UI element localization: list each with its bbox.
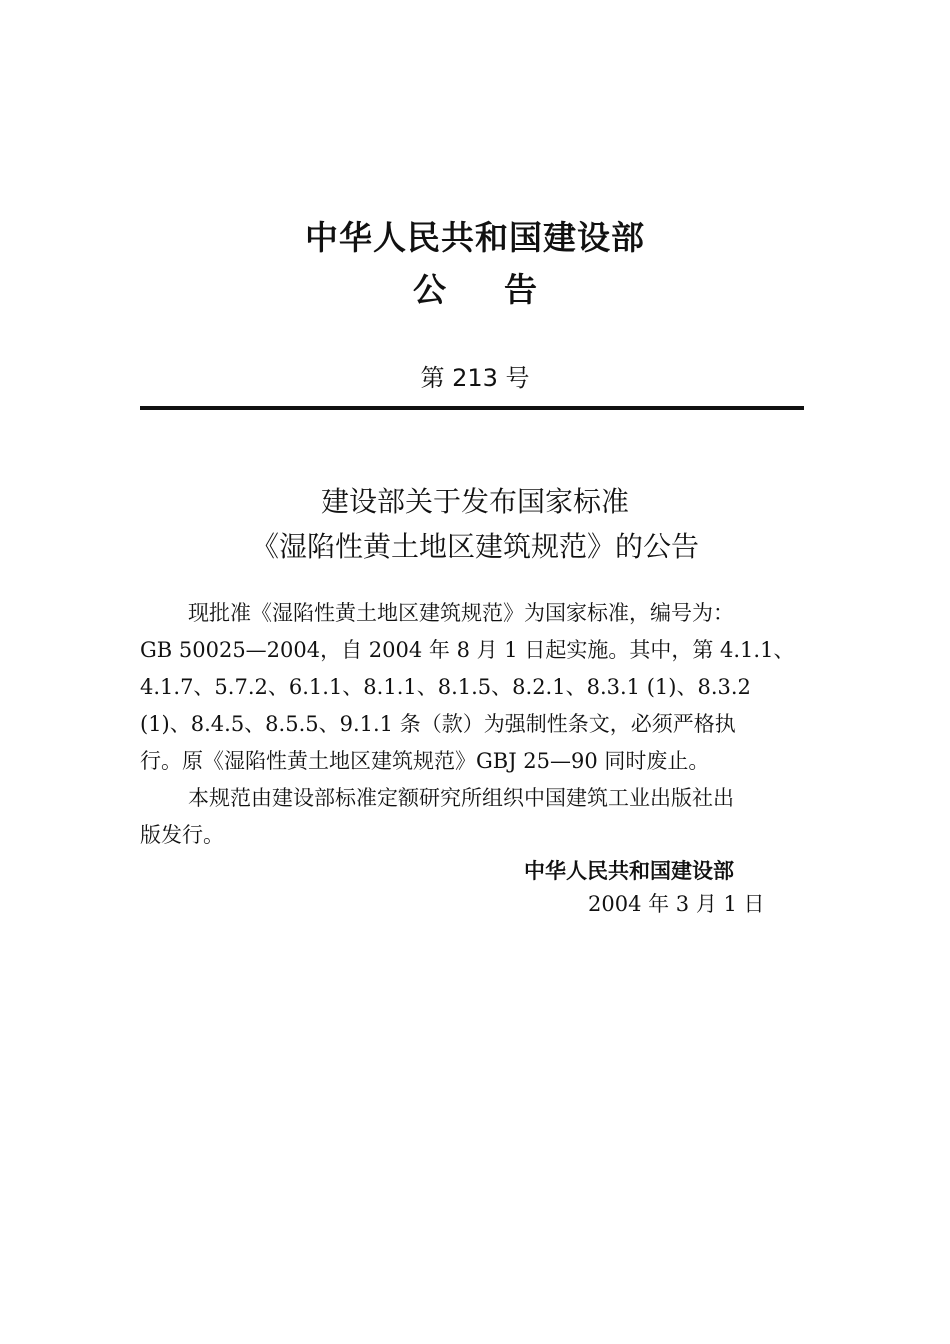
issue-number: 第 213 号 [420, 364, 530, 392]
announcement-char-2: 告 [504, 270, 537, 309]
signature-date: 2004 年 3 月 1 日 [588, 892, 765, 916]
announcement-heading [0, 264, 950, 311]
announcement-char-1: 公 [413, 270, 446, 309]
body-line: 现批准《湿陷性黄土地区建筑规范》为国家标准，编号为： [188, 601, 734, 625]
signature-issuer: 中华人民共和国建设部 [524, 859, 734, 883]
body-line: GB 50025—2004，自 2004 年 8 月 1 日起实施。其中，第 4.1.1、 [140, 638, 795, 662]
body-line: 本规范由建设部标准定额研究所组织中国建筑工业出版社出 [188, 786, 734, 810]
document-title-line-2: 《湿陷性黄土地区建筑规范》的公告 [250, 530, 699, 563]
document-title-line-1: 建设部关于发布国家标准 [320, 485, 629, 518]
horizontal-rule [140, 406, 804, 410]
body-line: 版发行。 [140, 823, 224, 847]
body-line: (1)、8.4.5、8.5.5、9.1.1 条（款）为强制性条文，必须严格执 [140, 712, 736, 736]
body-line: 行。原《湿陷性黄土地区建筑规范》GBJ 25—90 同时废止。 [140, 749, 710, 773]
body-line: 4.1.7、5.7.2、6.1.1、8.1.1、8.1.5、8.2.1、8.3.1 (1)、8.3.2 [140, 675, 751, 699]
issuing-ministry-heading: 中华人民共和国建设部 [305, 218, 645, 257]
